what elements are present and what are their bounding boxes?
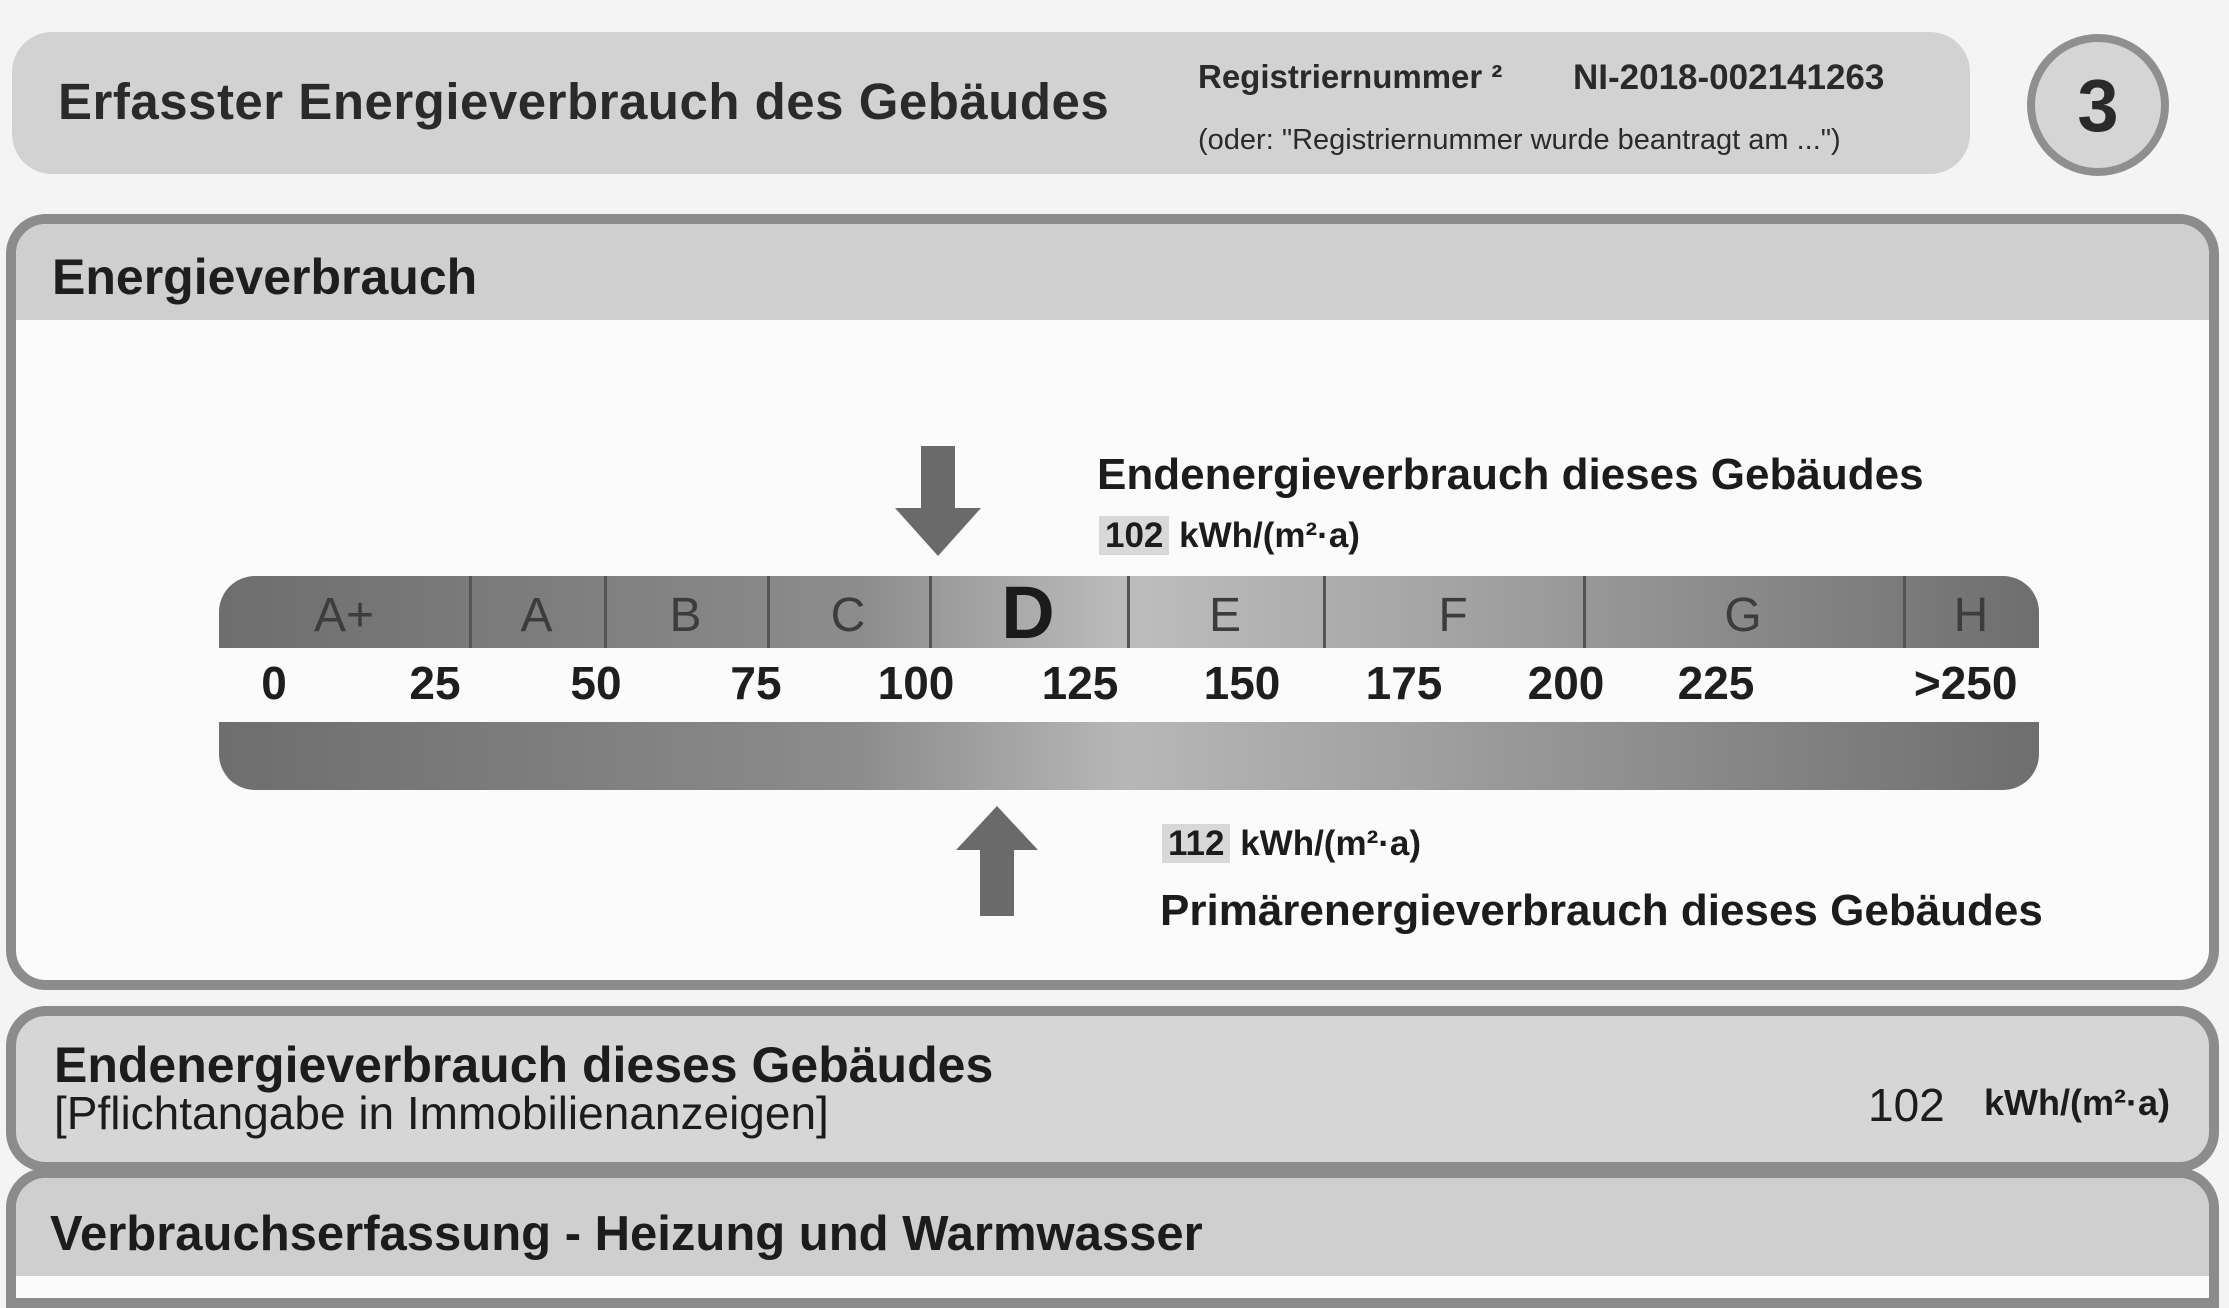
scale-tick-label: 200 xyxy=(1527,657,1605,709)
final-energy-total-unit: kWh/(m²·a) xyxy=(1984,1082,2170,1123)
energy-class-label: G xyxy=(1724,589,1762,642)
class-separator xyxy=(604,576,607,648)
final-energy-caption: Endenergieverbrauch dieses Gebäudes xyxy=(1097,450,1924,499)
page-number: 3 xyxy=(2077,63,2119,147)
section-title: Energieverbrauch xyxy=(52,249,478,305)
final-energy-total-value: 102 xyxy=(1868,1079,1945,1131)
primary-energy-value: 112 xyxy=(1162,824,1230,863)
energy-class-label: C xyxy=(830,589,866,642)
energy-class-label: B xyxy=(669,589,702,642)
energy-class-label: A xyxy=(520,589,553,642)
energy-consumption-section xyxy=(6,214,2219,990)
registration-note: (oder: "Registriernummer wurde beantragt am ...") xyxy=(1198,124,1841,156)
scale-tick-label: 75 xyxy=(730,657,782,709)
scale-tick-label: 225 xyxy=(1677,657,1755,709)
arrow-up-icon xyxy=(954,806,1040,918)
class-separator xyxy=(767,576,770,648)
scale-tick-label: 100 xyxy=(877,657,955,709)
class-separator xyxy=(1903,576,1906,648)
scale-tick-label: 175 xyxy=(1365,657,1443,709)
final-energy-section xyxy=(6,1006,2219,1172)
final-energy-title: Endenergieverbrauch dieses Gebäudes xyxy=(54,1037,994,1093)
registration-label: Registriernummer ² xyxy=(1198,58,1503,95)
scale-tick-label: 25 xyxy=(409,657,461,709)
scale-tick-label: 150 xyxy=(1203,657,1281,709)
arrow-down-icon xyxy=(893,446,983,558)
scale-tick-label: 125 xyxy=(1041,657,1119,709)
energy-class-label: D xyxy=(1001,571,1055,654)
page-number-badge xyxy=(2027,34,2169,176)
scale-tick-label: >250 xyxy=(1913,657,2018,709)
final-energy-value: 102 xyxy=(1099,516,1169,555)
scale-tick-label: 50 xyxy=(570,657,622,709)
primary-energy-unit: kWh/(m²·a) xyxy=(1240,824,1422,863)
class-separator xyxy=(929,576,932,648)
primary-energy-value-line xyxy=(1162,824,1421,864)
energy-scale-bar-bottom xyxy=(219,722,2039,790)
class-separator xyxy=(1323,576,1326,648)
class-separator xyxy=(1127,576,1130,648)
class-separator xyxy=(469,576,472,648)
consumption-recording-section xyxy=(6,1168,2219,1308)
energy-class-scale xyxy=(219,571,2039,654)
final-energy-value-line xyxy=(1099,516,1360,556)
final-energy-subtitle: [Pflichtangabe in Immobilienanzeigen] xyxy=(54,1087,829,1139)
energy-class-label: H xyxy=(1953,589,1989,642)
energy-class-label: A+ xyxy=(313,589,375,642)
primary-energy-caption: Primärenergieverbrauch dieses Gebäudes xyxy=(1160,886,2043,935)
class-separator xyxy=(1583,576,1586,648)
scale-tick-label: 0 xyxy=(261,657,287,709)
energy-class-label: E xyxy=(1208,589,1242,642)
final-energy-unit: kWh/(m²·a) xyxy=(1179,516,1360,555)
registration-number: NI-2018-002141263 xyxy=(1573,58,1885,97)
section-title: Verbrauchserfassung - Heizung und Warmwasser xyxy=(50,1207,1203,1261)
document-title: Erfasster Energieverbrauch des Gebäudes xyxy=(58,73,1110,130)
energy-class-label: F xyxy=(1438,589,1468,642)
